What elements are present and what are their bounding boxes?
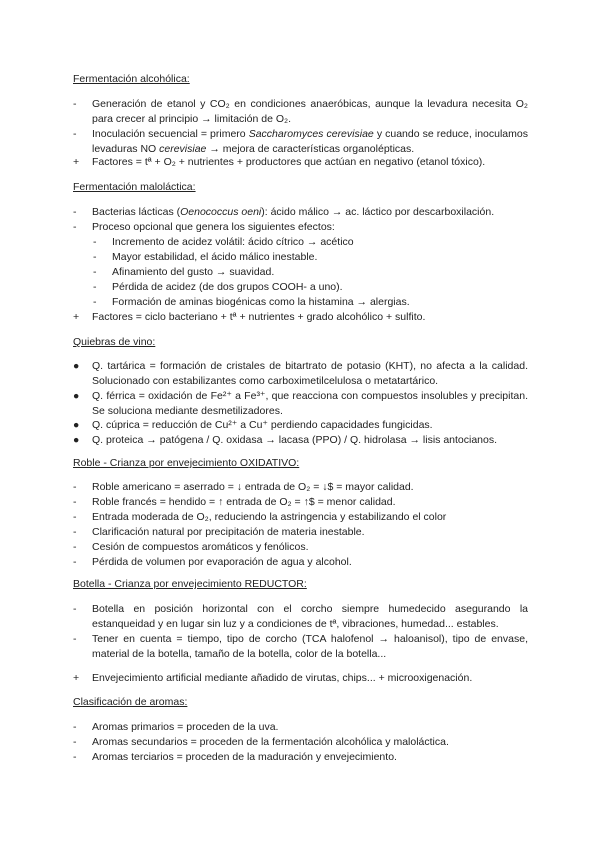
- sub-list-item: [93, 295, 528, 310]
- list-item: [73, 602, 528, 633]
- list-item-text: Aromas terciarios = proceden de la maduración y envejecimiento.: [92, 751, 397, 763]
- list-item: [73, 127, 528, 158]
- heading-fermentacion-malolactica: Fermentación maloláctica:: [73, 181, 196, 193]
- list-marker: -: [73, 98, 77, 110]
- bullet-icon: ●: [73, 419, 80, 431]
- list-marker: -: [73, 751, 77, 763]
- list-item: [73, 97, 528, 128]
- list-marker: -: [73, 556, 77, 568]
- list-item-text: Q. cúprica = reducción de Cu²⁺ a Cu⁺ perdiendo capacidades fungicidas.: [92, 419, 433, 431]
- list-marker: -: [93, 266, 97, 278]
- list-item: [73, 480, 528, 495]
- list-item-text: Aromas primarios = proceden de la uva.: [92, 721, 279, 733]
- list-item-text: Incremento de acidez volátil: ácido cítrico → acético: [112, 236, 354, 248]
- bullet-icon: ●: [73, 434, 80, 446]
- list-marker: -: [73, 541, 77, 553]
- list-item-text: Q. proteica → patógena / Q. oxidasa → lacasa (PPO) / Q. hidrolasa → lisis antocianos.: [92, 434, 498, 446]
- list-item: [73, 720, 528, 735]
- list-item-text: Bacterias lácticas (Oenococcus oeni): ácido málico → ac. láctico por descarboxilación.: [92, 206, 495, 218]
- list-marker: -: [73, 511, 77, 523]
- sub-list-item: [93, 235, 528, 250]
- list-item-text: Formación de aminas biogénicas como la histamina → alergias.: [112, 296, 410, 308]
- list-item-text: Inoculación secuencial = primero Saccharomyces cerevisiae y cuando se reduce, inoculamos levaduras NO cerevisiae → mejora de características organolépticas.: [92, 128, 528, 156]
- list-item: [73, 359, 528, 390]
- list-marker: -: [73, 633, 77, 645]
- list-item: [73, 735, 528, 750]
- list-marker: -: [93, 296, 97, 308]
- list-item-text: Aromas secundarios = proceden de la fermentación alcohólica y maloláctica.: [92, 736, 449, 748]
- list-item-text: Proceso opcional que genera los siguientes efectos:: [92, 221, 335, 233]
- list-item: [73, 220, 528, 235]
- list-item: [73, 389, 528, 420]
- heading-clasificacion-de-aromas: Clasificación de aromas:: [73, 696, 188, 708]
- sub-list-item: [93, 280, 528, 295]
- list-marker: -: [73, 736, 77, 748]
- list-item: [73, 555, 528, 570]
- list-item-text: Pérdida de volumen por evaporación de agua y alcohol.: [92, 556, 352, 568]
- list-marker: +: [73, 672, 80, 684]
- list-marker: +: [73, 156, 80, 168]
- bullet-icon: ●: [73, 360, 80, 372]
- heading-botella-crianza: Botella - Crianza por envejecimiento REDUCTOR:: [73, 578, 307, 590]
- list-item-text: Q. tartárica = formación de cristales de bitartrato de potasio (KHT), no afecta a la calidad. Solucionado con estabilizantes como carboximetilcelulosa o metatartárico.: [92, 360, 528, 388]
- list-marker: -: [73, 481, 77, 493]
- list-marker: -: [93, 251, 97, 263]
- list-marker: -: [73, 721, 77, 733]
- list-marker: -: [73, 221, 77, 233]
- list-marker: -: [73, 128, 77, 140]
- list-item: [73, 510, 528, 525]
- list-item: [73, 310, 528, 325]
- list-item-text: Mayor estabilidad, el ácido málico inestable.: [112, 251, 318, 263]
- list-item: [73, 155, 528, 170]
- list-item: [73, 205, 528, 220]
- list-marker: -: [73, 603, 77, 615]
- list-item-text: Q. férrica = oxidación de Fe²⁺ a Fe³⁺, que reacciona con compuestos insolubles y precipitan. Se soluciona mediante desmetilizadores.: [92, 390, 528, 418]
- list-item-text: Roble francés = hendido = ↑ entrada de O₂ = ↑$ = menor calidad.: [92, 496, 396, 508]
- list-item: [73, 671, 528, 686]
- list-item: [73, 433, 528, 448]
- list-marker: -: [93, 236, 97, 248]
- list-item-text: Generación de etanol y CO₂ en condiciones anaeróbicas, aunque la levadura necesita O₂ para crecer al principio → limitación de O₂.: [92, 98, 528, 126]
- heading-fermentacion-alcoholica: Fermentación alcohólica:: [73, 73, 190, 85]
- list-item: [73, 750, 528, 765]
- list-item: [73, 525, 528, 540]
- list-item-text: Cesión de compuestos aromáticos y fenólicos.: [92, 541, 309, 553]
- list-item-text: Pérdida de acidez (de dos grupos COOH- a uno).: [112, 281, 343, 293]
- list-marker: -: [73, 206, 77, 218]
- list-item-text: Botella en posición horizontal con el corcho siempre humedecido asegurando la estanqueidad y en lugar sin luz y a condiciones de tª, vibraciones, humedad... estables.: [92, 603, 528, 631]
- list-item-text: Afinamiento del gusto → suavidad.: [112, 266, 275, 278]
- heading-roble-crianza: Roble - Crianza por envejecimiento OXIDATIVO:: [73, 457, 300, 469]
- bullet-icon: ●: [73, 390, 80, 402]
- list-marker: +: [73, 311, 80, 323]
- list-item: [73, 540, 528, 555]
- heading-quiebras-de-vino: Quiebras de vino:: [73, 336, 156, 348]
- list-item: [73, 418, 528, 433]
- sub-list-item: [93, 250, 528, 265]
- list-item-text: Factores = tª + O₂ + nutrientes + productores que actúan en negativo (etanol tóxico).: [92, 156, 486, 168]
- list-item-text: Factores = ciclo bacteriano + tª + nutrientes + grado alcohólico + sulfito.: [92, 311, 426, 323]
- list-item-text: Clarificación natural por precipitación de materia inestable.: [92, 526, 365, 538]
- list-item: [73, 632, 528, 663]
- list-item: [73, 495, 528, 510]
- list-item-text: Entrada moderada de O₂, reduciendo la astringencia y estabilizando el color: [92, 511, 447, 523]
- list-item-text: Envejecimiento artificial mediante añadido de virutas, chips... + microoxigenación.: [92, 672, 473, 684]
- list-item-text: Tener en cuenta = tiempo, tipo de corcho (TCA halofenol → haloanisol), tipo de envase, material de la botella, tamaño de la botella, color de la botella...: [92, 633, 528, 661]
- list-marker: -: [73, 526, 77, 538]
- sub-list-item: [93, 265, 528, 280]
- list-marker: -: [73, 496, 77, 508]
- list-marker: -: [93, 281, 97, 293]
- list-item-text: Roble americano = aserrado = ↓ entrada de O₂ = ↓$ = mayor calidad.: [92, 481, 414, 493]
